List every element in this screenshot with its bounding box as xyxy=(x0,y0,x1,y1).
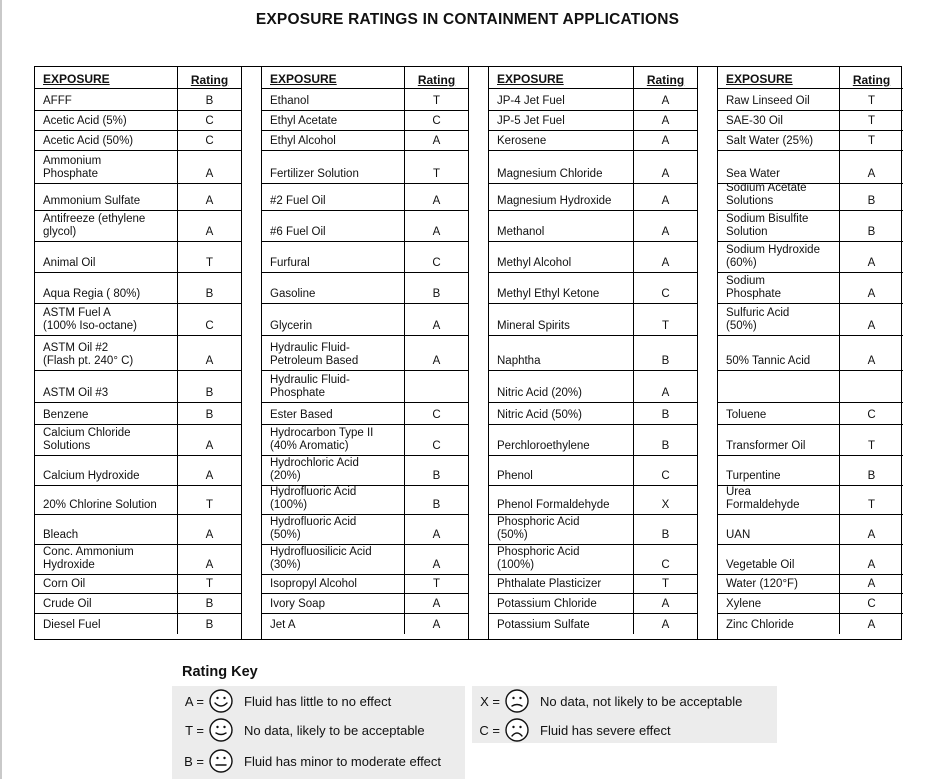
rating-value: A xyxy=(177,336,241,370)
rating-value: B xyxy=(839,456,903,485)
exposure-name: Corn Oil xyxy=(43,578,86,590)
exposure-name: UAN xyxy=(726,529,751,541)
rating-value: A xyxy=(404,304,468,335)
rating-key-letter: A = xyxy=(184,693,204,709)
exposure-name: SAE-30 Oil xyxy=(726,115,783,127)
page-title: EXPOSURE RATINGS IN CONTAINMENT APPLICATIONS xyxy=(255,11,680,28)
table-row xyxy=(718,614,903,634)
table-row xyxy=(262,211,468,242)
rating-key-description: No data, likely to be acceptable xyxy=(244,722,425,738)
table-row xyxy=(718,371,903,403)
rating-key-letter: C = xyxy=(479,722,500,738)
rating-value: C xyxy=(633,456,697,485)
exposure-name: Phthalate Plasticizer xyxy=(497,578,602,590)
rating-value: C xyxy=(177,304,241,335)
rating-value: A xyxy=(404,515,468,544)
table-row xyxy=(35,403,241,425)
rating-key-letter: X = xyxy=(480,693,500,709)
exposure-name: Transformer Oil xyxy=(726,440,806,452)
table-row xyxy=(262,273,468,304)
table-row xyxy=(262,371,468,403)
table-row xyxy=(35,89,241,111)
table-row xyxy=(35,486,241,515)
exposure-name: Turpentine xyxy=(726,470,781,482)
rating-value: A xyxy=(633,242,697,272)
rating-value: T xyxy=(839,486,903,514)
rating-key-item xyxy=(472,688,742,714)
table-row xyxy=(262,403,468,425)
header-rating: Rating xyxy=(404,67,468,88)
slight-frown-face-icon xyxy=(504,688,530,714)
rating-key-letter: B = xyxy=(184,753,204,769)
rating-value: A xyxy=(839,545,903,574)
table-row xyxy=(262,515,468,545)
smile-face-icon xyxy=(208,688,234,714)
table-row xyxy=(489,456,697,486)
exposure-name: AFFF xyxy=(43,95,72,107)
exposure-name: Hydrocarbon Type II (40% Aromatic) xyxy=(270,427,374,452)
rating-value: T xyxy=(177,242,241,272)
exposure-name: JP-5 Jet Fuel xyxy=(497,115,565,127)
exposure-name: Methanol xyxy=(497,226,545,238)
table-row xyxy=(489,151,697,184)
rating-value: T xyxy=(839,111,903,130)
rating-key-item xyxy=(176,717,425,743)
exposure-name: Raw Linseed Oil xyxy=(726,95,810,107)
rating-value: A xyxy=(633,89,697,110)
exposure-name: Hydrofluosilicic Acid (30%) xyxy=(270,546,372,571)
exposure-name: Kerosene xyxy=(497,135,547,147)
rating-value: A xyxy=(404,594,468,613)
exposure-ratings-table xyxy=(34,66,902,640)
table-header-row xyxy=(35,67,241,89)
rating-value: A xyxy=(839,273,903,303)
table-header-row xyxy=(262,67,468,89)
rating-key-description: Fluid has minor to moderate effect xyxy=(244,753,442,769)
rating-value: A xyxy=(839,242,903,272)
table-column-3 xyxy=(489,67,697,639)
table-row xyxy=(489,371,697,403)
rating-value: T xyxy=(839,131,903,150)
frown-face-icon xyxy=(504,717,530,743)
table-row xyxy=(718,336,903,371)
rating-value: A xyxy=(839,336,903,370)
table-row xyxy=(35,273,241,304)
table-row xyxy=(262,545,468,575)
exposure-name: Naphtha xyxy=(497,355,541,367)
rating-value: X xyxy=(633,486,697,514)
table-row xyxy=(262,456,468,486)
rating-value: C xyxy=(177,131,241,150)
table-row xyxy=(262,486,468,515)
rating-value: A xyxy=(633,184,697,210)
table-row xyxy=(489,304,697,336)
table-row xyxy=(489,403,697,425)
exposure-name: Methyl Ethyl Ketone xyxy=(497,288,600,300)
table-row xyxy=(35,545,241,575)
table-row xyxy=(35,515,241,545)
exposure-name: Methyl Alcohol xyxy=(497,257,572,269)
exposure-name: #6 Fuel Oil xyxy=(270,226,326,238)
rating-value: B xyxy=(177,89,241,110)
exposure-name: Hydrofluoric Acid (50%) xyxy=(270,516,357,541)
table-row xyxy=(35,131,241,151)
header-exposure: EXPOSURE xyxy=(726,72,793,86)
table-row xyxy=(718,515,903,545)
table-row xyxy=(262,614,468,634)
table-row xyxy=(718,111,903,131)
rating-value: T xyxy=(177,575,241,593)
table-column-2 xyxy=(262,67,468,639)
table-row xyxy=(489,211,697,242)
rating-value: A xyxy=(633,131,697,150)
table-row xyxy=(718,89,903,111)
column-gap xyxy=(697,67,718,639)
rating-key-title: Rating Key xyxy=(182,664,258,680)
exposure-name: Phenol Formaldehyde xyxy=(497,499,610,511)
rating-key-item xyxy=(176,688,391,714)
exposure-name: Gasoline xyxy=(270,288,316,300)
table-row xyxy=(718,304,903,336)
rating-value: T xyxy=(177,486,241,514)
rating-key-item xyxy=(472,717,671,743)
rating-value: C xyxy=(404,242,468,272)
exposure-name: Conc. Ammonium Hydroxide xyxy=(43,546,134,571)
table-row xyxy=(718,184,903,211)
table-row xyxy=(35,242,241,273)
table-row xyxy=(262,594,468,614)
table-row xyxy=(718,211,903,242)
rating-value: T xyxy=(839,89,903,110)
table-row xyxy=(489,131,697,151)
rating-value: C xyxy=(839,403,903,424)
exposure-name: Nitric Acid (20%) xyxy=(497,387,582,399)
exposure-name: Ethanol xyxy=(270,95,310,107)
table-header-row xyxy=(718,67,903,89)
exposure-name: Potassium Sulfate xyxy=(497,619,590,631)
table-row xyxy=(262,184,468,211)
rating-value: B xyxy=(177,594,241,613)
table-row xyxy=(262,131,468,151)
table-row xyxy=(35,456,241,486)
exposure-name: Acetic Acid (50%) xyxy=(43,135,134,147)
exposure-name: Sodium Acetate Solutions xyxy=(726,184,807,207)
table-row xyxy=(489,486,697,515)
header-rating: Rating xyxy=(177,67,241,88)
table-row xyxy=(718,594,903,614)
rating-value xyxy=(839,371,903,402)
exposure-name: Phenol xyxy=(497,470,533,482)
rating-value: B xyxy=(633,403,697,424)
rating-key-letter: T = xyxy=(185,722,204,738)
table-header-row xyxy=(489,67,697,89)
table-row xyxy=(718,273,903,304)
exposure-name: Furfural xyxy=(270,257,310,269)
exposure-name: Sulfuric Acid (50%) xyxy=(726,307,790,332)
table-row xyxy=(489,111,697,131)
exposure-name: ASTM Fuel A (100% Iso-octane) xyxy=(43,307,137,332)
rating-value: A xyxy=(177,425,241,455)
rating-value: A xyxy=(177,515,241,544)
table-row xyxy=(262,304,468,336)
exposure-name: Vegetable Oil xyxy=(726,559,795,571)
table-row xyxy=(489,515,697,545)
table-row xyxy=(718,242,903,273)
slight-smile-face-icon xyxy=(208,717,234,743)
table-row xyxy=(489,614,697,634)
rating-value: A xyxy=(839,515,903,544)
exposure-name: Sodium Bisulfite Solution xyxy=(726,213,809,238)
rating-value: B xyxy=(177,273,241,303)
table-row xyxy=(35,575,241,594)
rating-value: C xyxy=(404,403,468,424)
exposure-name: Ester Based xyxy=(270,409,333,421)
exposure-name: Magnesium Hydroxide xyxy=(497,195,612,207)
exposure-name: Diesel Fuel xyxy=(43,619,101,631)
exposure-name: Salt Water (25%) xyxy=(726,135,814,147)
exposure-name: 20% Chlorine Solution xyxy=(43,499,157,511)
rating-value: B xyxy=(633,425,697,455)
exposure-name: 50% Tannic Acid xyxy=(726,355,811,367)
table-row xyxy=(262,575,468,594)
table-row xyxy=(489,545,697,575)
exposure-name: #2 Fuel Oil xyxy=(270,195,326,207)
table-row xyxy=(262,242,468,273)
rating-value: C xyxy=(633,273,697,303)
exposure-name xyxy=(718,371,839,402)
page-left-border xyxy=(0,0,2,779)
rating-value: A xyxy=(404,545,468,574)
table-row xyxy=(489,575,697,594)
exposure-name: Antifreeze (ethylene glycol) xyxy=(43,213,146,238)
table-row xyxy=(718,151,903,184)
table-row xyxy=(262,336,468,371)
rating-value: C xyxy=(404,425,468,455)
exposure-name: Animal Oil xyxy=(43,257,96,269)
exposure-name: Magnesium Chloride xyxy=(497,168,603,180)
exposure-name: Isopropyl Alcohol xyxy=(270,578,357,590)
rating-value: T xyxy=(404,89,468,110)
rating-value: T xyxy=(633,575,697,593)
header-exposure: EXPOSURE xyxy=(43,72,110,86)
table-row xyxy=(718,486,903,515)
table-row xyxy=(489,336,697,371)
table-row xyxy=(718,425,903,456)
table-row xyxy=(718,403,903,425)
exposure-name: Zinc Chloride xyxy=(726,619,794,631)
rating-value: A xyxy=(404,336,468,370)
rating-value: T xyxy=(404,575,468,593)
exposure-name: Nitric Acid (50%) xyxy=(497,409,582,421)
exposure-name: Glycerin xyxy=(270,320,313,332)
rating-value: A xyxy=(404,614,468,634)
column-gap xyxy=(468,67,489,639)
exposure-name: Sodium Hydroxide (60%) xyxy=(726,244,820,269)
exposure-name: Hydrofluoric Acid (100%) xyxy=(270,486,357,511)
table-row xyxy=(262,151,468,184)
exposure-name: Perchloroethylene xyxy=(497,440,590,452)
table-row xyxy=(262,425,468,456)
table-row xyxy=(35,371,241,403)
rating-value: A xyxy=(177,545,241,574)
rating-value: B xyxy=(177,371,241,402)
rating-value: T xyxy=(633,304,697,335)
exposure-name: Aqua Regia ( 80%) xyxy=(43,288,141,300)
exposure-name: Ammonium Phosphate xyxy=(43,155,102,180)
rating-value: A xyxy=(177,151,241,183)
exposure-name: Calcium Hydroxide xyxy=(43,470,140,482)
exposure-name: Hydraulic Fluid- Phosphate xyxy=(270,374,350,399)
exposure-name: Urea Formaldehyde xyxy=(726,486,800,511)
rating-value: A xyxy=(633,594,697,613)
rating-value: A xyxy=(633,111,697,130)
table-row xyxy=(489,242,697,273)
exposure-name: Calcium Chloride Solutions xyxy=(43,427,131,452)
exposure-name: Acetic Acid (5%) xyxy=(43,115,127,127)
rating-value: A xyxy=(177,456,241,485)
table-column-1 xyxy=(35,67,241,639)
table-row xyxy=(35,211,241,242)
exposure-name: Sea Water xyxy=(726,168,780,180)
table-column-4 xyxy=(718,67,903,639)
rating-value: A xyxy=(404,131,468,150)
exposure-name: Ethyl Acetate xyxy=(270,115,338,127)
exposure-name: Hydraulic Fluid- Petroleum Based xyxy=(270,342,359,367)
rating-value: A xyxy=(633,371,697,402)
table-row xyxy=(35,184,241,211)
table-row xyxy=(718,575,903,594)
rating-value: C xyxy=(633,545,697,574)
rating-value: A xyxy=(839,304,903,335)
rating-value: A xyxy=(633,151,697,183)
exposure-name: Xylene xyxy=(726,598,762,610)
rating-value: A xyxy=(839,151,903,183)
rating-value: B xyxy=(404,456,468,485)
exposure-name: Crude Oil xyxy=(43,598,92,610)
rating-value: T xyxy=(839,425,903,455)
exposure-name: Ivory Soap xyxy=(270,598,325,610)
rating-value: A xyxy=(177,211,241,241)
header-exposure: EXPOSURE xyxy=(497,72,564,86)
exposure-name: Sodium Phosphate xyxy=(726,275,781,300)
rating-value: B xyxy=(633,515,697,544)
header-rating: Rating xyxy=(633,67,697,88)
exposure-name: Water (120°F) xyxy=(726,578,798,590)
rating-value: A xyxy=(633,211,697,241)
table-row xyxy=(35,111,241,131)
rating-key-item xyxy=(176,748,441,774)
rating-value: B xyxy=(404,273,468,303)
rating-value: A xyxy=(839,575,903,593)
header-rating: Rating xyxy=(839,67,903,88)
rating-key-description: No data, not likely to be acceptable xyxy=(540,693,743,709)
exposure-name: Hydrochloric Acid (20%) xyxy=(270,457,359,482)
table-row xyxy=(489,89,697,111)
table-row xyxy=(262,111,468,131)
table-row xyxy=(489,594,697,614)
rating-value xyxy=(404,371,468,402)
exposure-name: Ethyl Alcohol xyxy=(270,135,336,147)
table-row xyxy=(718,131,903,151)
exposure-name: Bleach xyxy=(43,529,79,541)
rating-value: B xyxy=(839,184,903,210)
rating-value: B xyxy=(177,403,241,424)
header-exposure: EXPOSURE xyxy=(270,72,337,86)
exposure-name: ASTM Oil #2 (Flash pt. 240° C) xyxy=(43,342,134,367)
exposure-name: Toluene xyxy=(726,409,767,421)
table-row xyxy=(35,594,241,614)
rating-value: B xyxy=(177,614,241,634)
table-row xyxy=(262,89,468,111)
rating-value: B xyxy=(404,486,468,514)
table-row xyxy=(718,545,903,575)
exposure-name: Phosphoric Acid (50%) xyxy=(497,516,580,541)
table-row xyxy=(35,614,241,634)
rating-value: A xyxy=(633,614,697,634)
rating-value: T xyxy=(404,151,468,183)
rating-value: C xyxy=(177,111,241,130)
column-gap xyxy=(241,67,262,639)
rating-value: A xyxy=(404,211,468,241)
exposure-name: Fertilizer Solution xyxy=(270,168,359,180)
table-row xyxy=(35,304,241,336)
table-row xyxy=(35,336,241,371)
exposure-name: Benzene xyxy=(43,409,89,421)
exposure-name: Jet A xyxy=(270,619,296,631)
rating-value: A xyxy=(839,614,903,634)
rating-key-description: Fluid has little to no effect xyxy=(244,693,392,709)
exposure-name: Ammonium Sulfate xyxy=(43,195,141,207)
rating-key-description: Fluid has severe effect xyxy=(540,722,671,738)
table-row xyxy=(489,425,697,456)
rating-value: C xyxy=(404,111,468,130)
neutral-face-icon xyxy=(208,748,234,774)
rating-value: A xyxy=(404,184,468,210)
table-row xyxy=(35,425,241,456)
exposure-name: JP-4 Jet Fuel xyxy=(497,95,565,107)
rating-value: A xyxy=(177,184,241,210)
exposure-name: Mineral Spirits xyxy=(497,320,570,332)
exposure-name: Potassium Chloride xyxy=(497,598,597,610)
table-row xyxy=(718,456,903,486)
rating-value: B xyxy=(839,211,903,241)
table-row xyxy=(489,273,697,304)
exposure-name: Phosphoric Acid (100%) xyxy=(497,546,580,571)
table-row xyxy=(489,184,697,211)
rating-value: B xyxy=(633,336,697,370)
exposure-name: ASTM Oil #3 xyxy=(43,387,109,399)
table-row xyxy=(35,151,241,184)
rating-value: C xyxy=(839,594,903,613)
